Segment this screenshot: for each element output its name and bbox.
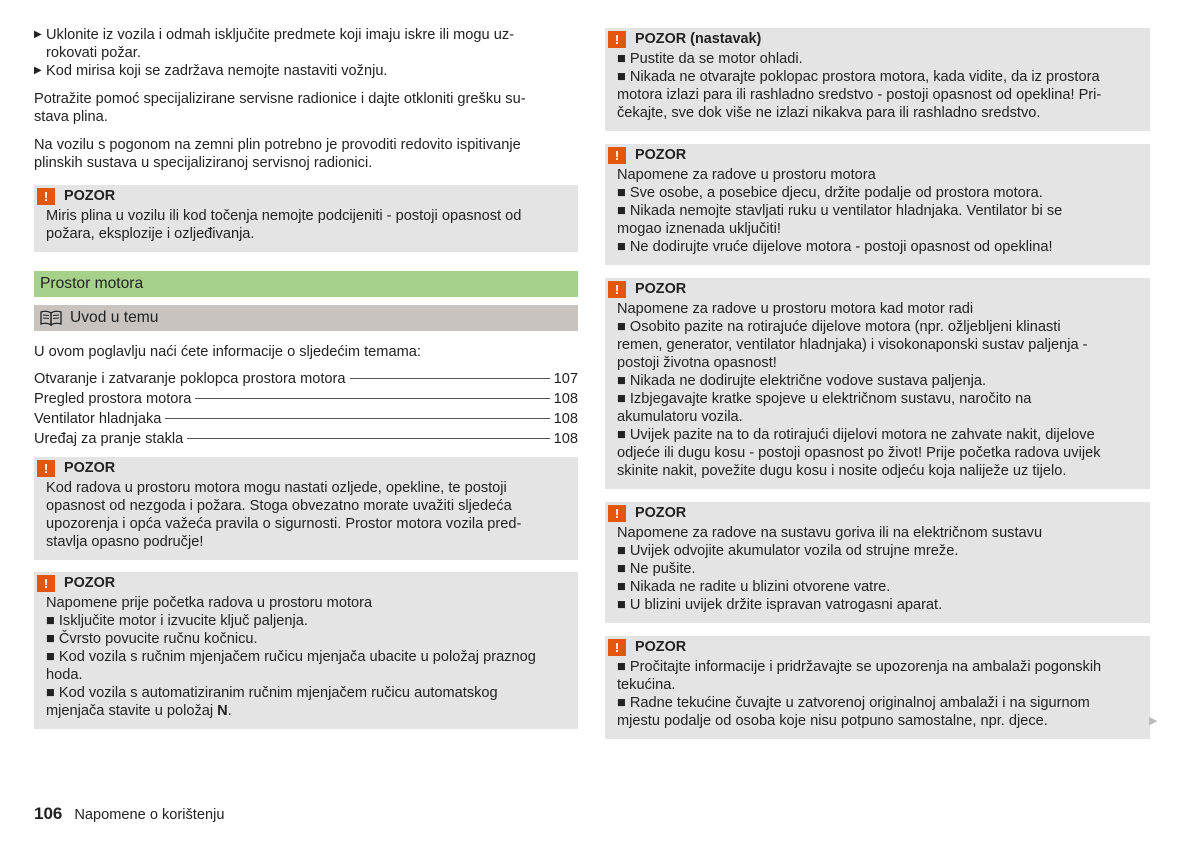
text-line: ■ Pročitajte informacije i pridržavajte se upozorenja na ambalaži pogonskih <box>617 659 1102 675</box>
text-line: mogao iznenada uključiti! <box>617 221 781 237</box>
open-book-icon <box>40 310 62 326</box>
triangle-right-icon: ▶ <box>1149 715 1158 727</box>
text-line: ■ Nikada ne otvarajte poklopac prostora motora, kada vidite, da iz prostora <box>617 69 1100 85</box>
text-line: ■ U blizini uvijek držite ispravan vatrogasni aparat. <box>617 597 943 613</box>
toc-page: 108 <box>553 431 578 447</box>
text-line: skinite nakit, povežite dugu kosu i nosite odjeću koja naliježe uz tijelo. <box>617 463 1067 479</box>
toc-row[interactable] <box>34 429 578 449</box>
text-line <box>46 702 566 720</box>
paragraph <box>34 136 578 172</box>
text-fragment: mjenjača stavite u položaj <box>46 703 218 719</box>
toc-label: Ventilator hladnjaka <box>34 411 162 427</box>
list-item <box>34 62 578 80</box>
warning-header <box>34 185 566 207</box>
exclamation-icon: ! <box>37 575 55 592</box>
text-fragment: . <box>227 703 232 719</box>
text-line: ■ Nikada nemojte stavljati ruku u ventilator hladnjaka. Ventilator bi se <box>617 203 1063 219</box>
warning-title: POZOR (nastavak) <box>635 31 762 47</box>
text-line: Uklonite iz vozila i odmah isključite predmete koji imaju iskre ili mogu uz- <box>46 27 514 43</box>
warning-header <box>605 502 1138 524</box>
text-line: ■ Ne dodirujte vruće dijelove motora - postoji opasnost od opeklina! <box>617 239 1053 255</box>
text-line: ■ Uvijek odvojite akumulator vozila od strujne mreže. <box>617 543 959 559</box>
text-line: požara, eksplozije i ozljeđivanja. <box>46 226 255 242</box>
exclamation-icon: ! <box>608 147 626 164</box>
text-line: postoji životna opasnost! <box>617 355 777 371</box>
warning-title: POZOR <box>635 147 687 163</box>
warning-header <box>605 278 1138 300</box>
text-line: tekućina. <box>617 677 676 693</box>
text-line: Napomene za radove u prostoru motora <box>617 167 876 183</box>
text-line: ■ Kod vozila s automatiziranim ručnim mjenjačem ručicu automatskog <box>46 685 498 701</box>
warning-header <box>605 28 1138 50</box>
text-line: ■ Izbjegavajte kratke spojeve u električnom sustavu, naročito na <box>617 391 1032 407</box>
text-line: čekajte, sve dok više ne izlazi nikakva para ili rashladno sredstvo. <box>617 105 1041 121</box>
warning-title: POZOR <box>64 188 116 204</box>
bullet-arrow-icon: ▶ <box>34 65 42 76</box>
text-line: ■ Kod vozila s ručnim mjenjačem ručicu mjenjača ubacite u položaj praznog <box>46 649 536 665</box>
bullet-arrow-icon: ▶ <box>34 29 42 40</box>
toc-row[interactable] <box>34 409 578 429</box>
text-line: Kod radova u prostoru motora mogu nastati ozljede, opekline, te postoji <box>46 480 507 496</box>
text-line: akumulatoru vozila. <box>617 409 743 425</box>
toc-leader <box>350 378 550 379</box>
toc-row[interactable] <box>34 369 578 389</box>
text-line: Kod mirisa koji se zadržava nemojte nastaviti vožnju. <box>46 63 388 79</box>
warning-box <box>605 636 1150 739</box>
paragraph <box>34 90 578 126</box>
toc-leader <box>187 438 549 439</box>
text-line: Potražite pomoć specijalizirane servisne radionice i dajte otkloniti grešku su- <box>34 91 526 107</box>
warning-box <box>605 144 1150 265</box>
warning-header <box>34 457 566 479</box>
footer-text: Napomene o korištenju <box>74 807 225 823</box>
text-line: mjestu podalje od osoba koje nisu potpuno samostalne, npr. djece. <box>617 713 1048 729</box>
text-line: stava plina. <box>34 109 108 125</box>
text-line: rokovati požar. <box>46 45 141 61</box>
intro-title: Uvod u temu <box>70 309 159 326</box>
warning-box <box>34 185 578 252</box>
list-item <box>34 26 578 62</box>
warning-title: POZOR <box>635 639 687 655</box>
text-line: ■ Čvrsto povucite ručnu kočnicu. <box>46 631 258 647</box>
left-column <box>34 26 578 729</box>
text-line: Napomene prije početka radova u prostoru motora <box>46 595 373 611</box>
intro-text: U ovom poglavlju naći ćete informacije o sljedećim temama: <box>34 344 421 360</box>
text-line: odjeće ili dugu kosu - postoji opasnost po život! Prije početka radova uvijek <box>617 445 1101 461</box>
warning-title: POZOR <box>635 505 687 521</box>
warning-title: POZOR <box>64 460 116 476</box>
text-line: Napomene za radove u prostoru motora kad motor radi <box>617 301 974 317</box>
warning-box <box>34 572 578 729</box>
exclamation-icon: ! <box>608 639 626 656</box>
page-number: 106 <box>34 804 63 823</box>
toc-page: 107 <box>553 371 578 387</box>
text-line: opasnost od nezgoda i požara. Stoga obvezatno morate uvažiti sljedeća <box>46 498 512 514</box>
text-line: remen, generator, ventilator hladnjaka) i visokonaponski sustav paljenja - <box>617 337 1088 353</box>
text-line: ■ Pustite da se motor ohladi. <box>617 51 803 67</box>
text-line: motora izlazi para ili rashladno sredstvo - postoji opasnost od opeklina! Pri- <box>617 87 1102 103</box>
text-line: ■ Ne pušite. <box>617 561 696 577</box>
page-footer <box>34 804 224 824</box>
section-title: Prostor motora <box>34 271 578 297</box>
exclamation-icon: ! <box>608 505 626 522</box>
toc-page: 108 <box>553 411 578 427</box>
text-line: Miris plina u vozilu ili kod točenja nemojte podcijeniti - postoji opasnost od <box>46 208 522 224</box>
warning-header <box>605 636 1138 658</box>
warning-box <box>605 28 1150 131</box>
toc-label: Pregled prostora motora <box>34 391 192 407</box>
text-line: Na vozilu s pogonom na zemni plin potrebno je provoditi redovito ispitivanje <box>34 137 521 153</box>
gear-position-label: N <box>217 703 228 719</box>
warning-title: POZOR <box>64 575 116 591</box>
exclamation-icon: ! <box>608 31 626 48</box>
exclamation-icon: ! <box>37 460 55 477</box>
warning-header <box>605 144 1138 166</box>
text-line: ■ Osobito pazite na rotirajuće dijelove motora (npr. ožljebljeni klinasti <box>617 319 1061 335</box>
toc-leader <box>165 418 549 419</box>
toc-label: Uređaj za pranje stakla <box>34 431 184 447</box>
text-line: ■ Uvijek pazite na to da rotirajući dijelovi motora ne zahvate nakit, dijelove <box>617 427 1095 443</box>
warning-box <box>34 457 578 560</box>
warning-title: POZOR <box>635 281 687 297</box>
right-column <box>605 28 1150 739</box>
toc-row[interactable] <box>34 389 578 409</box>
text-line: ■ Isključite motor i izvucite ključ paljenja. <box>46 613 308 629</box>
text-line: upozorenja i opća važeća pravila o sigurnosti. Prostor motora vozila pred- <box>46 516 522 532</box>
intro-header <box>34 305 578 331</box>
text-line: stavlja opasno područje! <box>46 534 204 550</box>
warning-header <box>34 572 566 594</box>
exclamation-icon: ! <box>608 281 626 298</box>
exclamation-icon: ! <box>37 188 55 205</box>
text-line: Napomene za radove na sustavu goriva ili na električnom sustavu <box>617 525 1043 541</box>
toc-label: Otvaranje i zatvaranje poklopca prostora motora <box>34 371 346 387</box>
text-line: plinskih sustava u specijaliziranoj servisnoj radionici. <box>34 155 373 171</box>
toc-leader <box>195 398 549 399</box>
text-line: ■ Radne tekućine čuvajte u zatvorenoj originalnoj ambalaži i na sigurnom <box>617 695 1090 711</box>
warning-box <box>605 502 1150 623</box>
text-line: ■ Nikada ne dodirujte električne vodove sustava paljenja. <box>617 373 987 389</box>
text-line: ■ Sve osobe, a posebice djecu, držite podalje od prostora motora. <box>617 185 1043 201</box>
toc-list <box>34 369 578 449</box>
text-line: hoda. <box>46 667 83 683</box>
text-line: ■ Nikada ne radite u blizini otvorene vatre. <box>617 579 891 595</box>
warning-box <box>605 278 1150 489</box>
toc-page: 108 <box>553 391 578 407</box>
